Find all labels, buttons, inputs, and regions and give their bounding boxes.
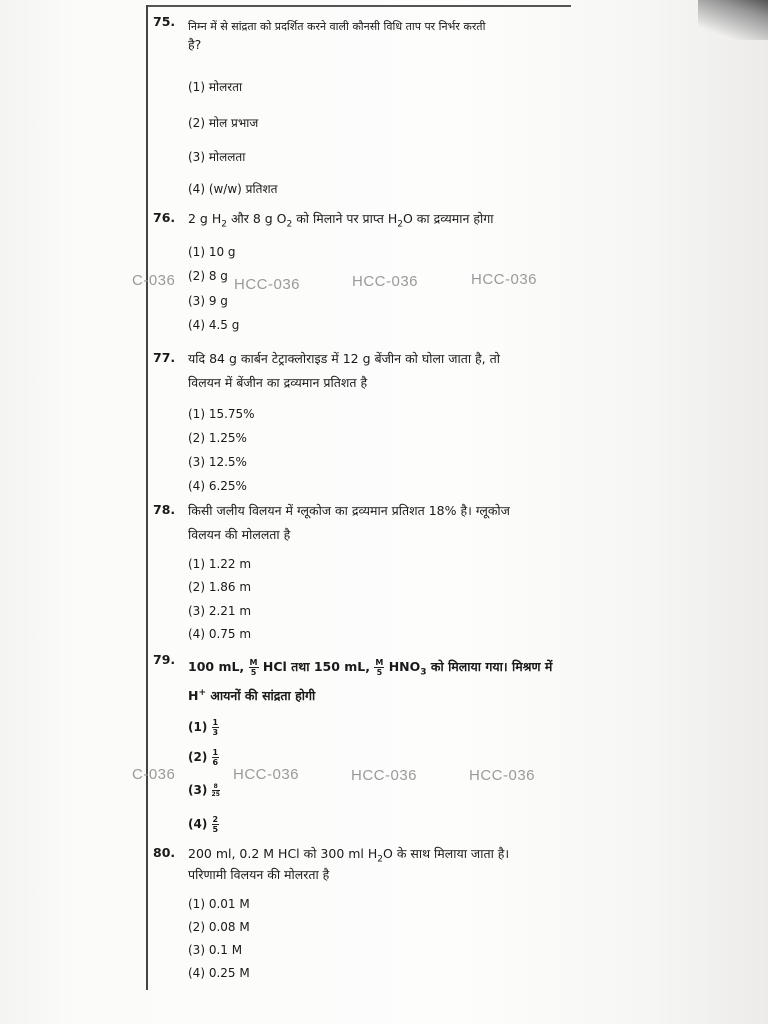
- subscript: 2: [377, 854, 384, 865]
- question-text-line: है?: [188, 37, 202, 52]
- text-part: HCl तथा 150 mL,: [258, 659, 375, 674]
- fraction: [212, 718, 220, 737]
- text-part: O का द्रव्यमान होगा: [402, 211, 494, 226]
- question-number: 75.: [153, 14, 176, 29]
- fraction-denominator: 5: [212, 825, 219, 834]
- option-label: (2): [188, 750, 208, 764]
- option: (4) 4.5 g: [188, 318, 240, 332]
- option: [188, 718, 219, 737]
- subscript: 2: [221, 219, 227, 230]
- text-part: 200 ml, 0.2 M HCl को 300 ml H: [188, 846, 378, 861]
- option: [188, 783, 220, 798]
- question-text-line: [188, 684, 315, 705]
- option: [188, 748, 219, 767]
- option: (2) 1.86 m: [188, 580, 252, 594]
- option: (1) 15.75%: [188, 407, 255, 421]
- fraction-numerator: 8: [212, 783, 220, 791]
- option: (3) 12.5%: [188, 455, 247, 469]
- watermark: HCC-036: [469, 767, 536, 784]
- option: (2) 0.08 M: [188, 920, 250, 934]
- option: (3) 9 g: [188, 294, 228, 308]
- question-text: [188, 350, 560, 392]
- fraction: [212, 815, 220, 834]
- fraction-numerator: 2: [212, 815, 219, 824]
- question-text: [188, 210, 494, 234]
- fraction-denominator: 5: [250, 668, 257, 677]
- fraction-numerator: 1: [212, 718, 219, 727]
- option-label: (4): [188, 817, 208, 831]
- option: [188, 815, 219, 834]
- question-text-line: परिणामी विलयन की मोलरता है: [188, 867, 330, 882]
- text-part: HNO: [384, 659, 421, 674]
- fraction-denominator: 5: [376, 668, 383, 677]
- subscript: 2: [397, 219, 403, 230]
- subscript: 2: [286, 219, 293, 230]
- question-text-line: यदि 84 g कार्बन टेट्राक्लोराइड में 12 g बेंजीन को घोला जाता है, तो: [188, 351, 500, 366]
- text-part: 100 mL,: [188, 659, 249, 674]
- fraction-denominator: 6: [212, 758, 219, 767]
- question-number: 78.: [153, 502, 176, 517]
- option-label: (3): [188, 783, 208, 797]
- option: (4) 0.75 m: [188, 627, 252, 641]
- watermark: HCC-036: [351, 767, 418, 784]
- option: (1) 1.22 m: [188, 557, 252, 571]
- option-label: (1): [188, 720, 208, 734]
- page-shadow: [698, 0, 768, 40]
- question-text: [188, 845, 509, 869]
- question-number: 77.: [153, 350, 176, 365]
- superscript: +: [198, 688, 207, 698]
- watermark: HCC-036: [234, 276, 301, 293]
- fraction: [212, 783, 220, 798]
- fraction: [212, 748, 220, 767]
- watermark: HCC-036: [352, 273, 419, 290]
- text-part: को मिलाने पर प्राप्त H: [292, 211, 398, 226]
- watermark: C-036: [132, 766, 176, 783]
- option: (1) 0.01 M: [188, 897, 250, 911]
- question-text-line: किसी जलीय विलयन में ग्लूकोज का द्रव्यमान प्रतिशत 18% है। ग्लूकोज: [188, 503, 510, 518]
- question-text-line: निम्न में से सांद्रता को प्रदर्शित करने वाली कौनसी विधि ताप पर निर्भर करती: [188, 20, 486, 33]
- option: (3) 0.1 M: [188, 943, 243, 957]
- watermark: HCC-036: [233, 766, 300, 783]
- fraction-numerator: M: [249, 658, 258, 667]
- text-part: को मिलाया गया। मिश्रण में: [426, 659, 553, 674]
- left-rule: [146, 5, 148, 990]
- question-number: 80.: [153, 845, 176, 860]
- text-part: आयनों की सांद्रता होगी: [206, 688, 316, 704]
- question-text: [188, 502, 560, 544]
- text-part: और 8 g O: [226, 211, 287, 226]
- option: (3) मोललता: [188, 150, 246, 164]
- option: (1) मोलरता: [188, 80, 243, 94]
- fraction-numerator: M: [375, 658, 384, 667]
- subscript: 3: [420, 667, 427, 678]
- text-part: O के साथ मिलाया जाता है।: [383, 846, 510, 861]
- option: (3) 2.21 m: [188, 604, 252, 618]
- text-part: 2 g H: [188, 211, 222, 226]
- question-text: [188, 18, 568, 54]
- option: (4) (w/w) प्रतिशत: [188, 182, 278, 196]
- option: (4) 6.25%: [188, 479, 247, 493]
- question-text-line: विलयन की मोललता है: [188, 527, 291, 542]
- watermark: C-036: [132, 272, 176, 289]
- option: (4) 0.25 M: [188, 966, 250, 980]
- question-number: 79.: [153, 652, 176, 667]
- fraction-denominator: 3: [212, 728, 219, 737]
- option: (1) 10 g: [188, 245, 236, 259]
- fraction: [249, 658, 259, 677]
- option: (2) 8 g: [188, 269, 228, 283]
- question-text: [188, 658, 552, 682]
- watermark: HCC-036: [471, 271, 538, 288]
- question-text-line: विलयन में बेंजीन का द्रव्यमान प्रतिशत है: [188, 375, 368, 390]
- top-rule: [146, 5, 571, 7]
- text-part: H: [188, 688, 199, 704]
- option: (2) मोल प्रभाज: [188, 116, 259, 130]
- option: (2) 1.25%: [188, 431, 247, 445]
- fraction-numerator: 1: [212, 748, 219, 757]
- question-number: 76.: [153, 210, 176, 225]
- fraction: [374, 658, 384, 677]
- fraction-denominator: 25: [211, 791, 220, 798]
